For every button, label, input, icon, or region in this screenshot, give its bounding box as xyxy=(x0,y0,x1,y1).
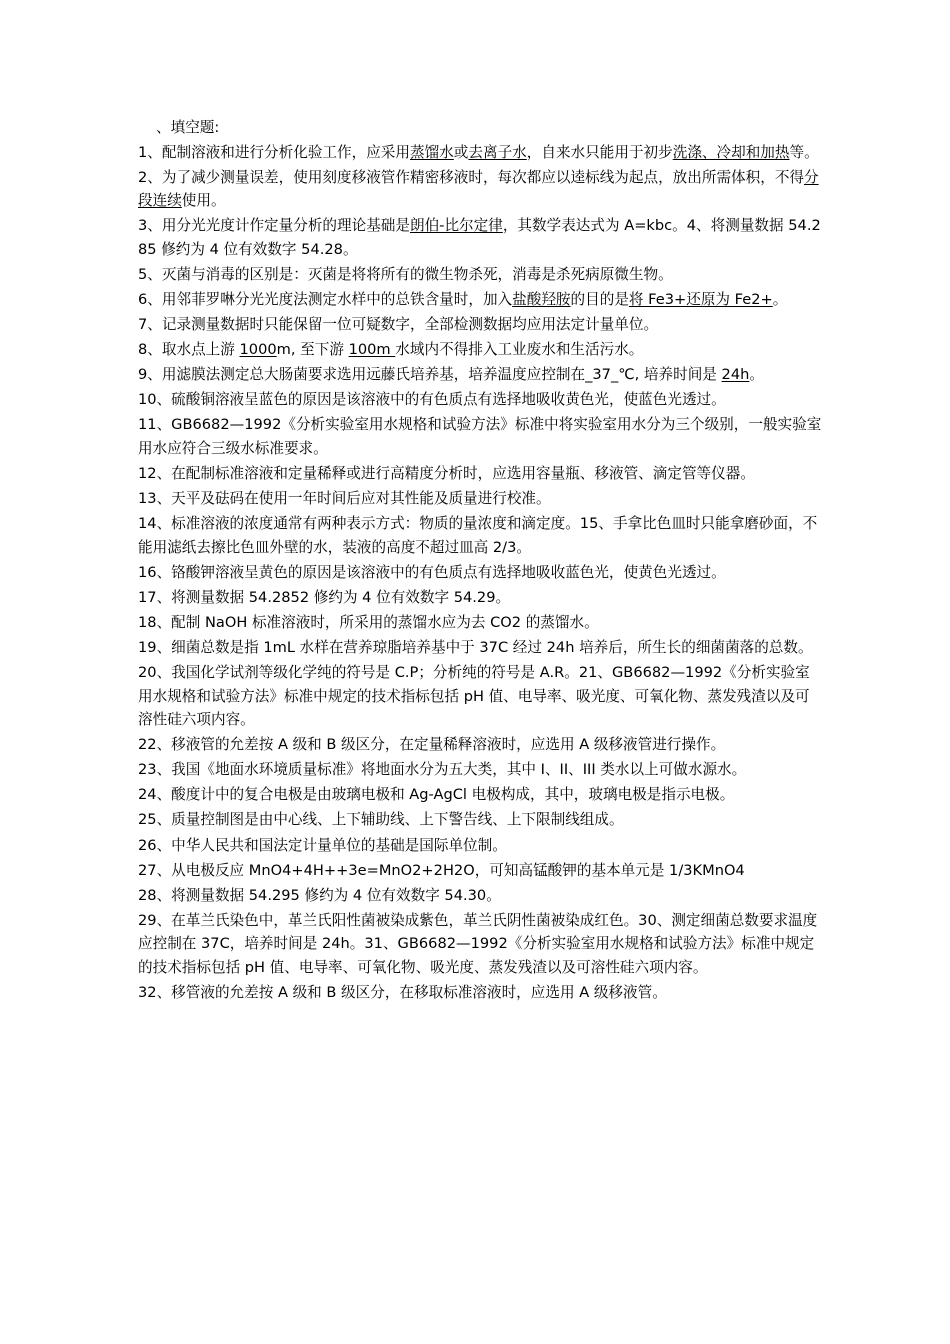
question-text: 10、硫酸铜溶液呈蓝色的原因是该溶液中的有色质点有选择地吸收黄色光，使蓝色光透过。 xyxy=(138,391,726,409)
question-text: 1、配制溶液和进行分析化验工作，应采用 xyxy=(138,143,410,161)
question-item xyxy=(138,909,824,980)
question-text: 20、我国化学试剂等级化学纯的符号是 C.P；分析纯的符号是 A.R。21、GB6682—1992《分析实验室用水规格和试验方法》标准中规定的技术指标包括 pH 值、电导率、吸光度、可氧化物、蒸发残渣以及可溶性硅六项内容。 xyxy=(138,664,810,729)
question-item xyxy=(138,981,824,1005)
question-text: m, 至下游 xyxy=(276,341,349,359)
question-list xyxy=(138,141,824,1005)
question-text: 9、用滤膜法测定总大肠菌要求选用远藤氏培养基，培养温度应控制在_37_℃, 培养时间是 xyxy=(138,366,722,384)
question-text: 26、中华人民共和国法定计量单位的基础是国际单位制。 xyxy=(138,836,507,854)
question-item xyxy=(138,733,824,757)
question-text: 。 xyxy=(749,366,764,384)
answer-underlined: 将 Fe3+还原为 Fe2+ xyxy=(628,290,773,308)
question-text: 28、将测量数据 54.295 修约为 4 位有效数字 54.30。 xyxy=(138,886,501,904)
answer-underlined: 朗伯-比尔定律 xyxy=(409,217,503,235)
question-text: 或 xyxy=(453,143,469,161)
question-text: 14、标准溶液的浓度通常有两种表示方式：物质的量浓度和滴定度。15、手拿比色皿时只能拿磨砂面，不能用滤纸去擦比色皿外壁的水，装液的高度不超过皿高 2/3。 xyxy=(138,515,818,556)
answer-underlined: 1000 xyxy=(239,341,277,359)
question-text: 6、用邻菲罗啉分光光度法测定水样中的总铁含量时，加入 xyxy=(138,290,513,308)
question-item xyxy=(138,859,824,883)
question-item xyxy=(138,783,824,807)
question-text: 5、灭菌与消毒的区别是：灭菌是将将所有的微生物杀死，消毒是杀死病原微生物。 xyxy=(138,265,673,283)
question-text: 17、将测量数据 54.2852 修约为 4 位有效数字 54.29。 xyxy=(138,588,511,606)
question-item xyxy=(138,611,824,635)
question-text: 水域内不得排入工业废水和生活污水。 xyxy=(395,341,644,359)
question-item xyxy=(138,884,824,908)
question-text: 的目的是 xyxy=(570,290,629,308)
question-text: 16、铬酸钾溶液呈黄色的原因是该溶液中的有色质点有选择地吸收蓝色光，使黄色光透过。 xyxy=(138,563,726,581)
section-heading: 、填空题: xyxy=(156,119,220,136)
question-item xyxy=(138,808,824,832)
question-item xyxy=(138,462,824,486)
question-text: 8、取水点上游 xyxy=(138,341,240,359)
question-item xyxy=(138,413,824,460)
question-item xyxy=(138,561,824,585)
question-text: 11、GB6682—1992《分析实验室用水规格和试验方法》标准中将实验室用水分为三个级别，一般实验室用水应符合三级水标准要求。 xyxy=(138,416,822,457)
question-item xyxy=(138,758,824,782)
question-item xyxy=(138,636,824,660)
answer-underlined: 蒸馏水 xyxy=(409,143,454,161)
question-text: 使用。 xyxy=(181,192,226,210)
question-text: 25、质量控制图是由中心线、上下辅助线、上下警告线、上下限制线组成。 xyxy=(138,811,624,829)
question-text: 2、为了减少测量误差，使用刻度移液管作精密移液时，每次都应以逵标线为起点，放出所需体积，不得 xyxy=(138,168,805,186)
question-item xyxy=(138,338,824,362)
question-text: 18、配制 NaOH 标准溶液时，所采用的蒸馏水应为去 CO2 的蒸馏水。 xyxy=(138,613,599,631)
question-text: 7、记录测量数据时只能保留一位可疑数字，全部检测数据均应用法定计量单位。 xyxy=(138,315,659,333)
answer-underlined: 去离子水 xyxy=(468,143,527,161)
question-item xyxy=(138,512,824,559)
question-text: ，自来水只能用于初步 xyxy=(526,143,673,161)
answer-underlined: 24h xyxy=(721,366,750,384)
question-item xyxy=(138,141,824,165)
question-item xyxy=(138,487,824,511)
question-text: 13、天平及砝码在使用一年时间后应对其性能及质量进行校准。 xyxy=(138,490,551,508)
question-item xyxy=(138,288,824,312)
answer-underlined: 分段连续 xyxy=(138,168,819,210)
question-text: 22、移液管的允差按 A 级和 B 级区分，在定量稀释溶液时，应选用 A 级移液管进行操作。 xyxy=(138,736,726,754)
question-text: ，其数学表达式为 A=kbc。4、将测量数据 54.285 修约为 4 位有效数字 54.28。 xyxy=(138,217,821,258)
question-text: 27、从电极反应 MnO4+4H++3e=MnO2+2H2O，可知高锰酸钾的基本单元是 1/3KMnO4 xyxy=(138,861,745,879)
question-text: 19、细菌总数是指 1mL 水样在营养琼脂培养基中于 37C 经过 24h 培养后，所生长的细菌菌落的总数。 xyxy=(138,639,813,656)
question-item xyxy=(138,214,824,261)
question-text: 等。 xyxy=(789,143,819,161)
answer-underlined: 盐酸羟胺 xyxy=(512,290,571,308)
question-item xyxy=(138,263,824,287)
question-text: 23、我国《地面水环境质量标准》将地面水分为五大类，其中 I、II、III 类水以上可做水源水。 xyxy=(138,761,747,779)
answer-underlined: 洗涤、冷却和加热 xyxy=(672,143,790,161)
question-text: 12、在配制标准溶液和定量稀释或进行高精度分析时，应选用容量瓶、移液管、滴定管等仪器。 xyxy=(138,464,755,482)
question-item xyxy=(138,313,824,337)
question-item xyxy=(138,363,824,387)
question-item xyxy=(138,388,824,412)
question-item xyxy=(138,834,824,858)
question-item xyxy=(138,166,824,213)
question-text: 24、酸度计中的复合电极是由玻璃电极和 Ag-AgCl 电极构成，其中，玻璃电极是指示电极。 xyxy=(138,786,735,804)
answer-underlined: 100m xyxy=(348,341,396,359)
document-body xyxy=(138,116,824,1006)
question-text: 32、移管液的允差按 A 级和 B 级区分，在移取标准溶液时，应选用 A 级移液管。 xyxy=(138,983,667,1001)
question-item xyxy=(138,586,824,610)
question-text: 。 xyxy=(772,290,788,308)
question-text: 29、在革兰氏染色中，革兰氏阳性菌被染成紫色，革兰氏阴性菌被染成红色。30、测定细菌总数要求温度应控制在 37C，培养时间是 24h。31、GB6682—1992《分析实验室用水规格和试验方法》标准中规定的技术指标包括 pH 值、电导率、可氧化物、吸光度、蒸发残渣以及可溶性硅六项内容。 xyxy=(138,911,818,976)
question-text: 3、用分光光度计作定量分析的理论基础是 xyxy=(138,217,410,235)
question-item xyxy=(138,661,824,732)
